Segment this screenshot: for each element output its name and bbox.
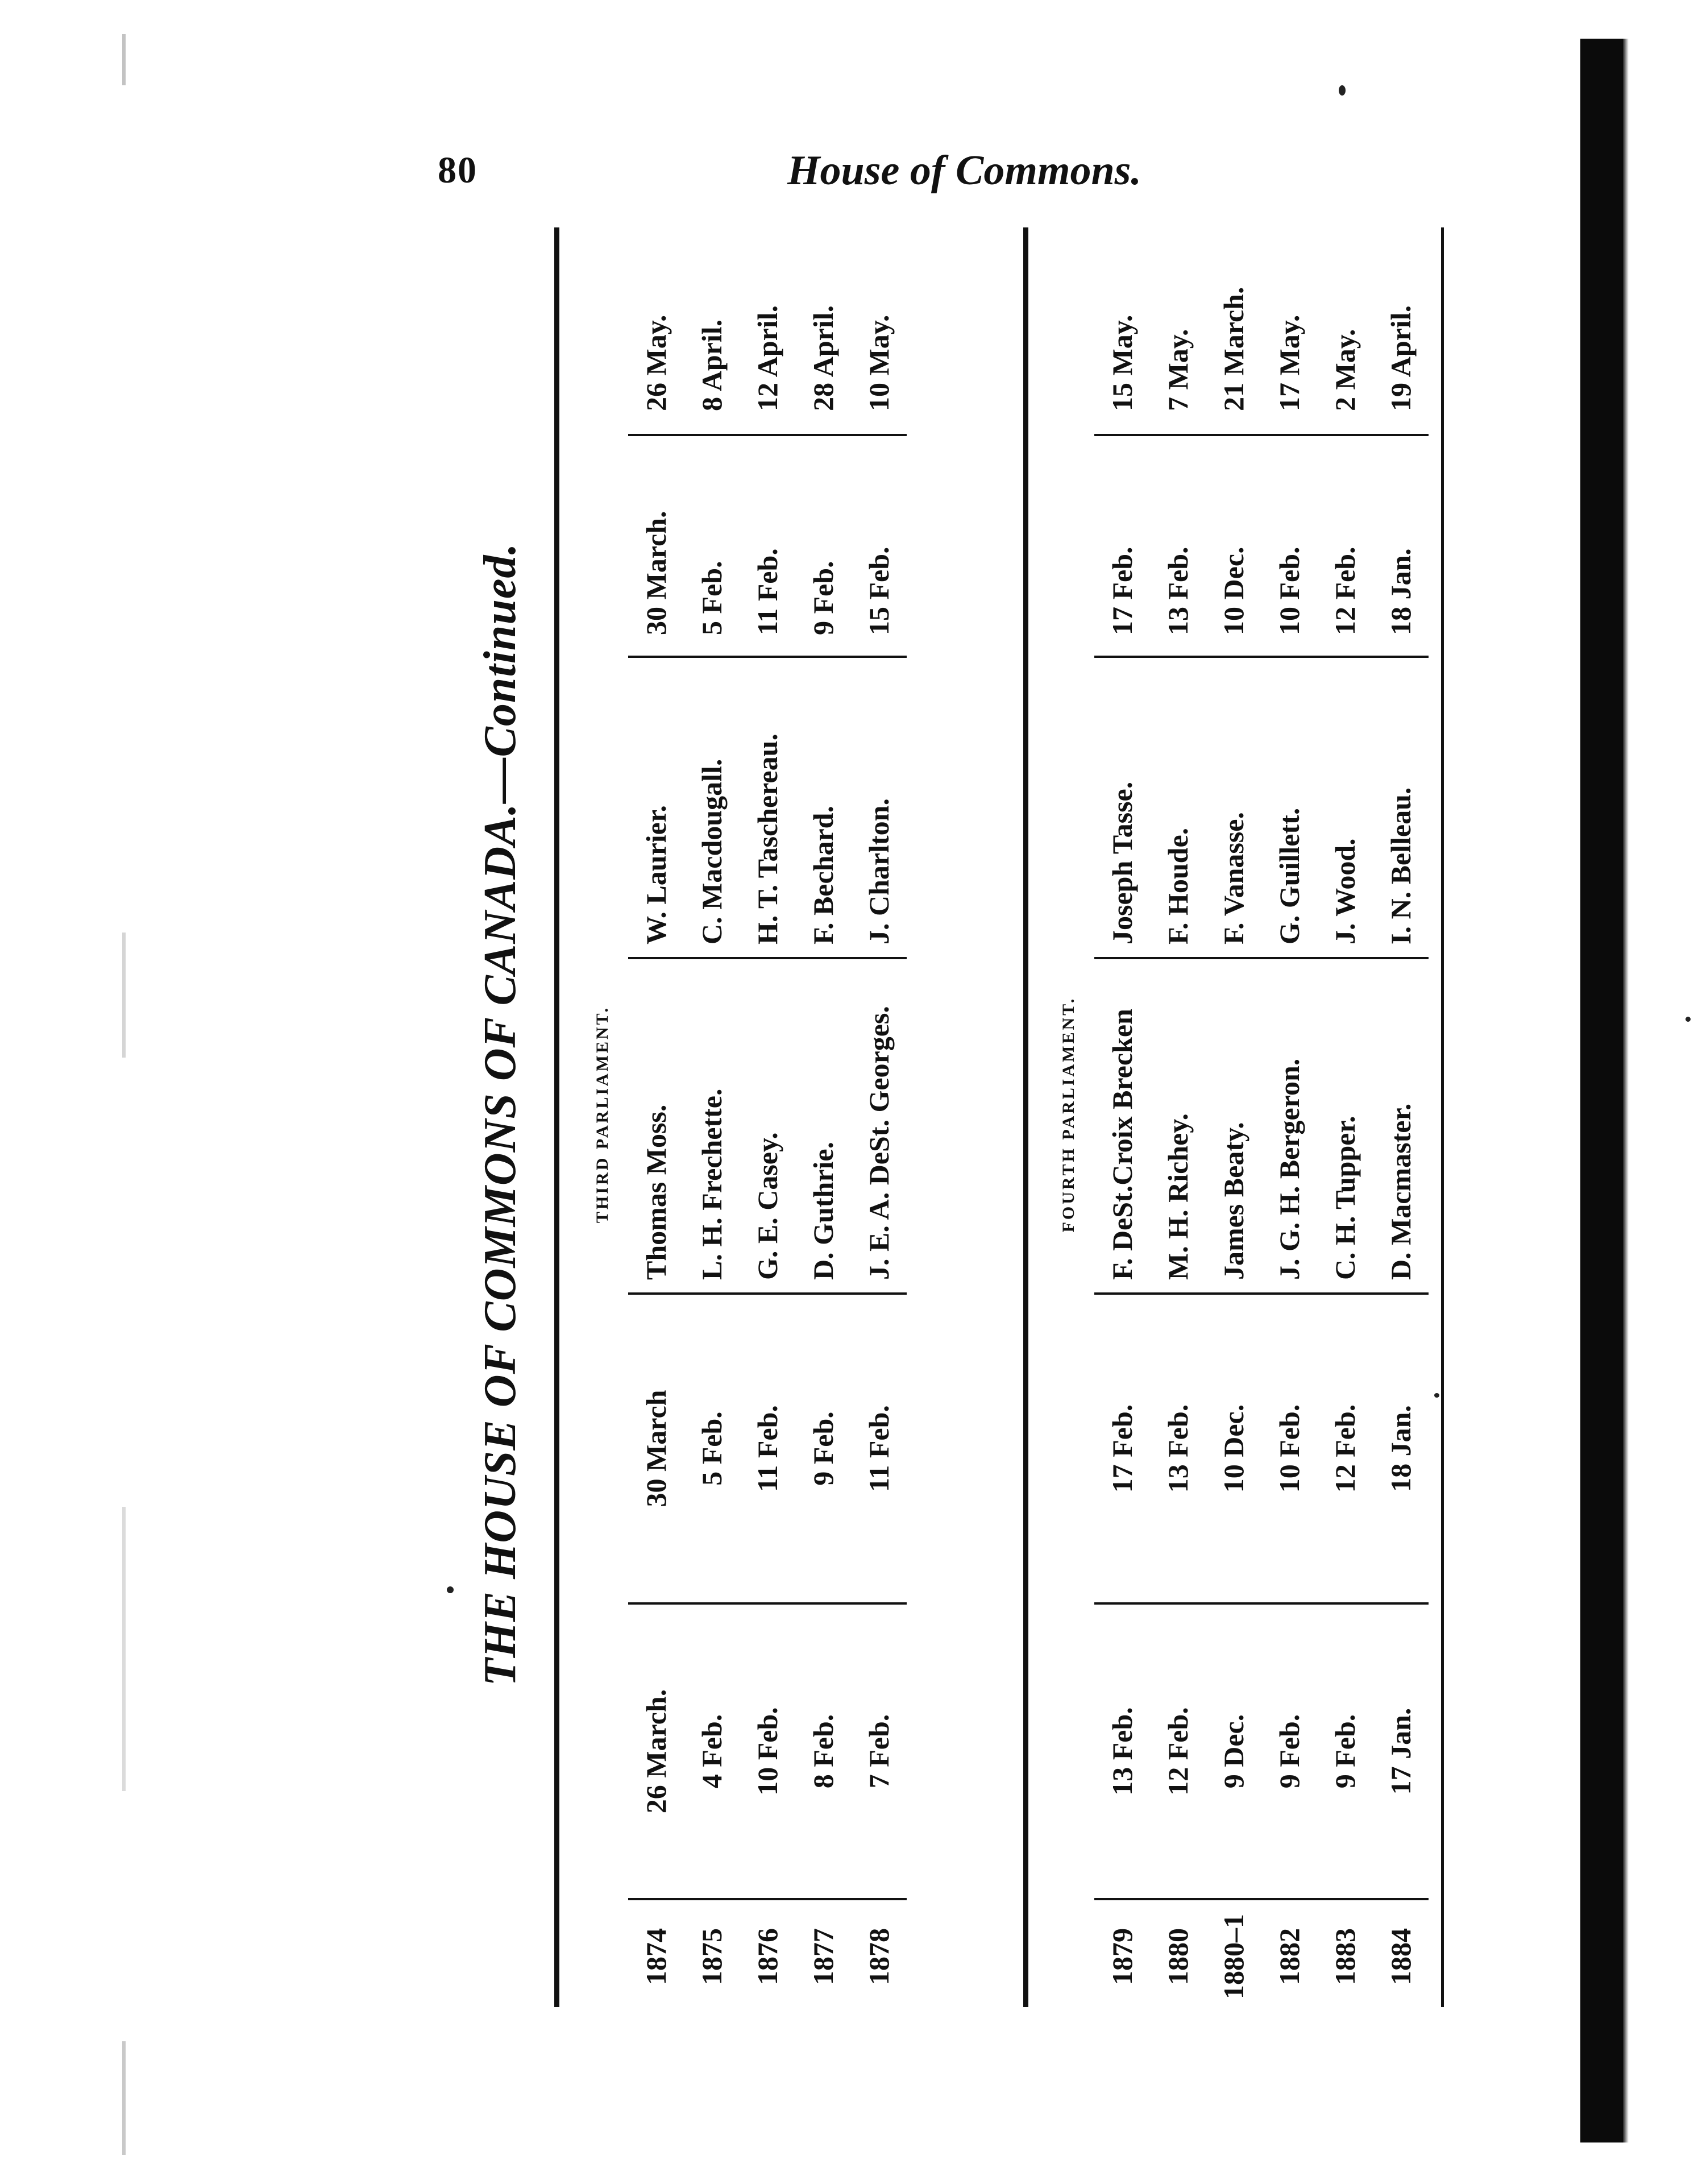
reported-cell: 15 Feb. xyxy=(851,435,907,657)
fourth-parliament-table xyxy=(1094,216,1429,2013)
scan-speck xyxy=(447,1586,454,1593)
prorogued-cell: 17 May. xyxy=(1261,216,1317,435)
member-cell: I. N. Belleau. xyxy=(1373,657,1429,958)
section-heading-fourth: FOURTH PARLIAMENT. xyxy=(1059,996,1078,1233)
year-cell: 1877 xyxy=(807,1928,839,1985)
year-cell: 1883 xyxy=(1329,1928,1361,1985)
closed-cell: 11 Feb. xyxy=(740,1294,795,1603)
prorogued-cell: 15 May. xyxy=(1094,216,1150,435)
year-cell: 1878 xyxy=(863,1928,895,1985)
table-row xyxy=(628,216,684,2013)
speaker-cell: L. H. Frechette. xyxy=(684,958,740,1294)
opened-cell: 17 Jan. xyxy=(1373,1603,1429,1899)
margin-specks xyxy=(122,34,126,85)
member-cell: J. Charlton. xyxy=(851,657,907,958)
top-double-rule xyxy=(554,227,559,2007)
opened-cell: 9 Feb. xyxy=(1317,1603,1373,1899)
speaker-cell: D. Macmaster. xyxy=(1373,958,1429,1294)
scan-binding-shadow xyxy=(1580,39,1623,2142)
closed-cell: 18 Jan. xyxy=(1373,1294,1429,1603)
middle-double-rule xyxy=(1023,227,1028,2007)
prorogued-cell: 28 April. xyxy=(795,216,851,435)
member-cell: F. Houde. xyxy=(1150,657,1206,958)
prorogued-cell: 26 May. xyxy=(628,216,684,435)
speaker-cell: J. G. H. Bergeron. xyxy=(1261,958,1317,1294)
closed-cell: 5 Feb. xyxy=(684,1294,740,1603)
rotated-table-page xyxy=(458,216,1475,2013)
year-cell: 1876 xyxy=(752,1928,783,1985)
margin-specks xyxy=(122,2041,126,2155)
year-cell: 1884 xyxy=(1385,1928,1417,1985)
speaker-cell: G. E. Casey. xyxy=(740,958,795,1294)
reported-cell: 13 Feb. xyxy=(1150,435,1206,657)
scan-speck xyxy=(1339,85,1346,96)
bottom-rule xyxy=(1441,227,1444,2007)
year-cell: 1880 xyxy=(1162,1928,1194,1985)
opened-cell: 12 Feb. xyxy=(1150,1603,1206,1899)
closed-cell: 11 Feb. xyxy=(851,1294,907,1603)
member-cell: J. Wood. xyxy=(1317,657,1373,958)
margin-specks xyxy=(122,933,126,1058)
reported-cell: 12 Feb. xyxy=(1317,435,1373,657)
reported-cell: 18 Jan. xyxy=(1373,435,1429,657)
speaker-cell: James Beaty. xyxy=(1206,958,1261,1294)
document-title: THE HOUSE OF COMMONS OF CANADA.—Continued. xyxy=(475,542,525,1686)
prorogued-cell: 7 May. xyxy=(1150,216,1206,435)
table-row xyxy=(851,216,907,2013)
opened-cell: 8 Feb. xyxy=(795,1603,851,1899)
prorogued-cell: 21 March. xyxy=(1206,216,1261,435)
opened-cell: 9 Dec. xyxy=(1206,1603,1261,1899)
margin-specks xyxy=(122,1507,126,1791)
member-cell: H. T. Taschereau. xyxy=(740,657,795,958)
reported-cell: 11 Feb. xyxy=(740,435,795,657)
member-cell: Joseph Tasse. xyxy=(1094,657,1150,958)
closed-cell: 9 Feb. xyxy=(795,1294,851,1603)
speaker-cell: J. E. A. DeSt. Georges. xyxy=(851,958,907,1294)
closed-cell: 30 March xyxy=(628,1294,684,1603)
opened-cell: 13 Feb. xyxy=(1094,1603,1150,1899)
table-row xyxy=(1317,216,1373,2013)
member-cell: F. Vanasse. xyxy=(1206,657,1261,958)
table-row xyxy=(1094,216,1150,2013)
prorogued-cell: 10 May. xyxy=(851,216,907,435)
reported-cell: 17 Feb. xyxy=(1094,435,1150,657)
prorogued-cell: 19 April. xyxy=(1373,216,1429,435)
running-title: House of Commons. xyxy=(787,147,1141,194)
speaker-cell: F. DeSt.Croix Brecken xyxy=(1094,958,1150,1294)
opened-cell: 9 Feb. xyxy=(1261,1603,1317,1899)
member-cell: G. Guillett. xyxy=(1261,657,1317,958)
table-row xyxy=(795,216,851,2013)
prorogued-cell: 2 May. xyxy=(1317,216,1373,435)
prorogued-cell: 12 April. xyxy=(740,216,795,435)
speaker-cell: D. Guthrie. xyxy=(795,958,851,1294)
speaker-cell: M. H. Richey. xyxy=(1150,958,1206,1294)
closed-cell: 13 Feb. xyxy=(1150,1294,1206,1603)
section-heading-third: THIRD PARLIAMENT. xyxy=(593,1006,612,1223)
year-cell: 1875 xyxy=(696,1928,728,1985)
closed-cell: 17 Feb. xyxy=(1094,1294,1150,1603)
closed-cell: 10 Dec. xyxy=(1206,1294,1261,1603)
table-row xyxy=(1206,216,1261,2013)
opened-cell: 7 Feb. xyxy=(851,1603,907,1899)
table-row xyxy=(1373,216,1429,2013)
closed-cell: 12 Feb. xyxy=(1317,1294,1373,1603)
reported-cell: 5 Feb. xyxy=(684,435,740,657)
reported-cell: 10 Feb. xyxy=(1261,435,1317,657)
member-cell: F. Bechard. xyxy=(795,657,851,958)
reported-cell: 10 Dec. xyxy=(1206,435,1261,657)
closed-cell: 10 Feb. xyxy=(1261,1294,1317,1603)
table-row xyxy=(1261,216,1317,2013)
opened-cell: 10 Feb. xyxy=(740,1603,795,1899)
prorogued-cell: 8 April. xyxy=(684,216,740,435)
table-row xyxy=(740,216,795,2013)
reported-cell: 30 March. xyxy=(628,435,684,657)
year-cell: 1879 xyxy=(1106,1928,1138,1985)
year-cell: 1882 xyxy=(1273,1928,1305,1985)
opened-cell: 4 Feb. xyxy=(684,1603,740,1899)
year-cell: 1874 xyxy=(640,1928,672,1985)
year-cell: 1880–1 xyxy=(1218,1914,1249,1999)
opened-cell: 26 March. xyxy=(628,1603,684,1899)
member-cell: W. Laurier. xyxy=(628,657,684,958)
speaker-cell: Thomas Moss. xyxy=(628,958,684,1294)
table-row xyxy=(1150,216,1206,2013)
scan-binding-edge xyxy=(1623,39,1629,2142)
scan-speck xyxy=(1685,1017,1691,1022)
page-number: 80 xyxy=(438,150,478,191)
member-cell: C. Macdougall. xyxy=(684,657,740,958)
table-row xyxy=(684,216,740,2013)
speaker-cell: C. H. Tupper. xyxy=(1317,958,1373,1294)
third-parliament-table xyxy=(628,216,907,2013)
reported-cell: 9 Feb. xyxy=(795,435,851,657)
